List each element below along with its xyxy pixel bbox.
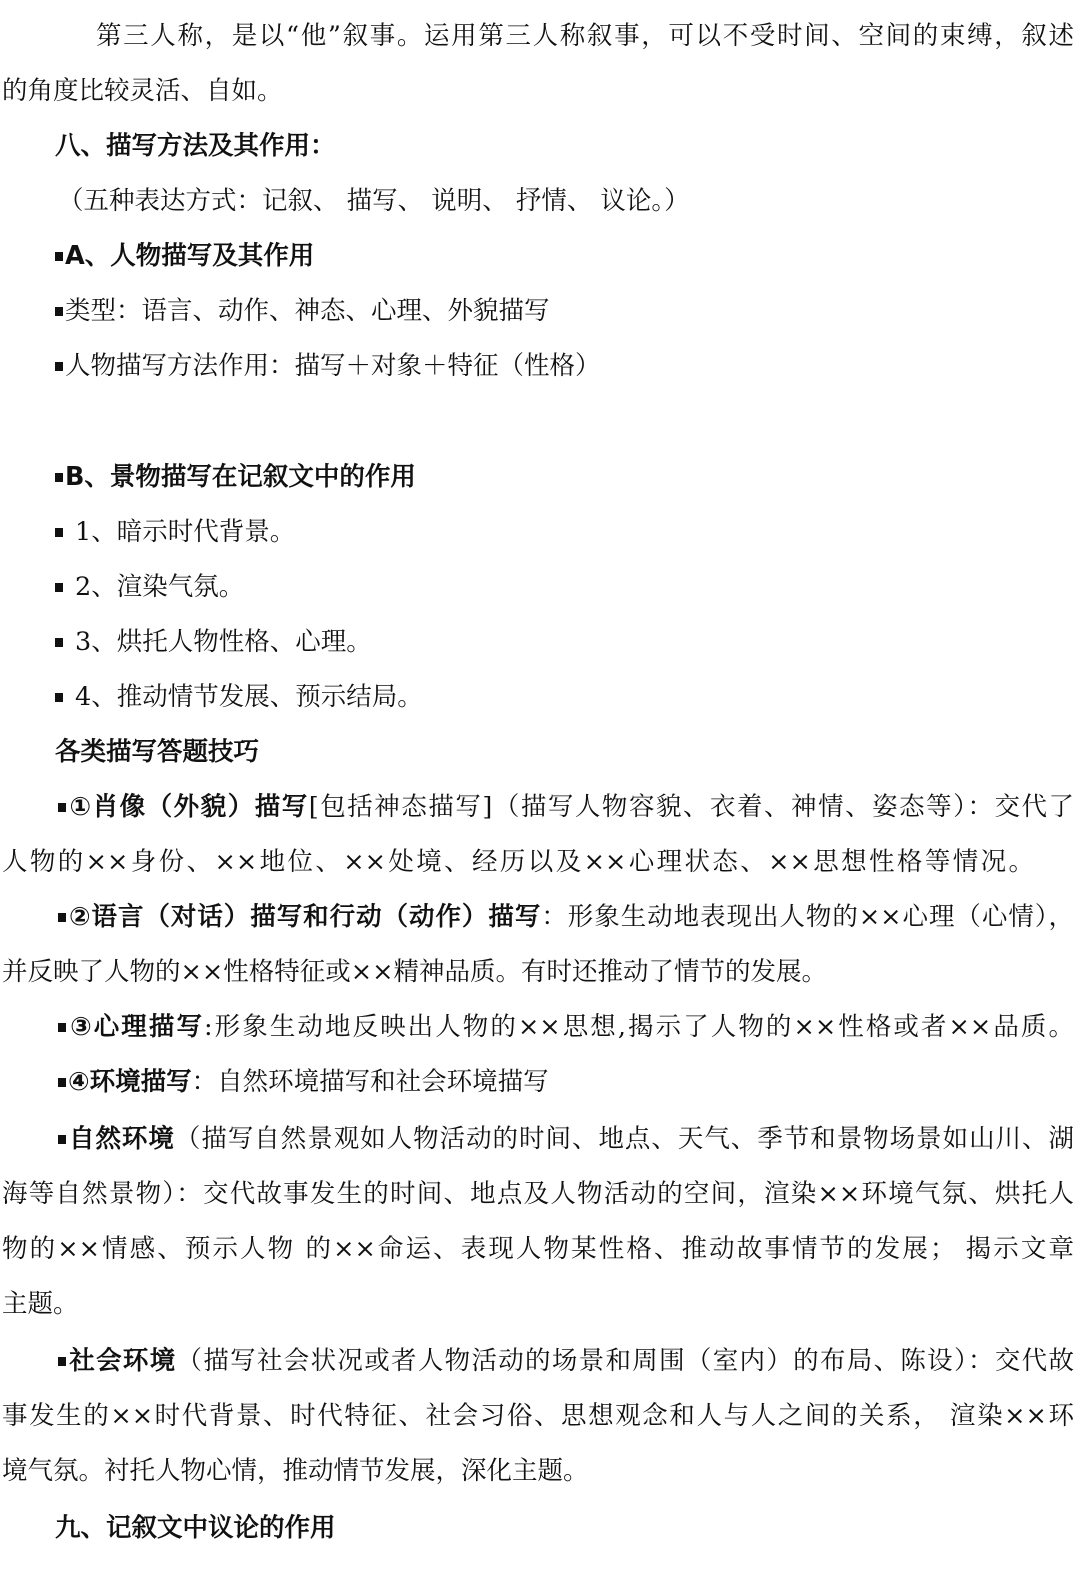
character-description-method-text: 人物描写方法作用：描写＋对象＋特征（性格） [65, 351, 601, 381]
character-description-types [0, 283, 1080, 339]
mental-description-line [0, 999, 1074, 1055]
bullet-icon [55, 473, 63, 482]
scenery-function-text: 2、渲染气氛。 [75, 572, 245, 602]
bullet-icon [58, 913, 66, 922]
bullet-icon [58, 1357, 66, 1366]
character-description-method [0, 338, 1080, 394]
bullet-icon [55, 638, 63, 647]
intro-line-2: 的角度比较灵活、自如。 [2, 76, 283, 106]
natural-environment-line-4: 主题。 [2, 1289, 79, 1319]
bullet-icon [55, 693, 63, 702]
portrait-description-line-2: 人物的××身份、××地位、××处境、经历以及××心理状态、××思想性格等情况。 [2, 847, 1034, 877]
mental-description-text: :形象生动地反映出人物的××思想,揭示了人物的××性格或者××品质。 [204, 1012, 1074, 1042]
speech-action-description-line-2: 并反映了人物的××性格特征或××精神品质。有时还推动了情节的发展。 [2, 957, 827, 987]
bullet-icon [58, 803, 66, 812]
environment-description-line [0, 1054, 1080, 1110]
scenery-function-item [0, 669, 1080, 725]
natural-environment-text: （描写自然景观如人物活动的时间、地点、天气、季节和景物场景如山川、湖 [174, 1124, 1074, 1154]
speech-action-description-line-1 [0, 889, 1074, 945]
bullet-icon [55, 307, 63, 316]
portrait-description-text: [包括神态描写]（描写人物容貌、衣着、神情、姿态等）：交代了 [308, 792, 1074, 822]
intro-line-1: 第三人称，是以“他”叙事。运用第三人称叙事，可以不受时间、空间的束缚，叙述 [96, 21, 1074, 51]
scenery-function-text: 1、暗示时代背景。 [75, 517, 296, 547]
natural-environment-label: 自然环境 [68, 1124, 175, 1154]
speech-action-description-text: ：形象生动地表现出人物的××心理（心情）， [541, 902, 1074, 932]
bullet-icon [58, 1078, 66, 1087]
environment-description-text: ：自然环境描写和社会环境描写 [191, 1067, 549, 1097]
scenery-function-text: 4、推动情节发展、预示结局。 [75, 682, 423, 712]
environment-description-label: ④环境描写 [68, 1067, 192, 1097]
description-skills-heading: 各类描写答题技巧 [55, 737, 260, 767]
social-environment-line-2: 事发生的××时代背景、时代特征、社会习俗、思想观念和人与人之间的关系， 渲染××环 [2, 1401, 1074, 1431]
social-environment-line-1 [0, 1333, 1074, 1389]
social-environment-line-3: 境气氛。衬托人物心情，推动情节发展，深化主题。 [2, 1456, 589, 1486]
natural-environment-line-3: 物的××情感、预示人物 的××命运、表现人物某性格、推动故事情节的发展； 揭示文章 [2, 1234, 1074, 1264]
scenery-description-heading [0, 449, 1080, 505]
scenery-description-heading-text: B、景物描写在记叙文中的作用 [65, 462, 416, 492]
natural-environment-line-1 [0, 1111, 1074, 1167]
bullet-icon [55, 583, 63, 592]
scenery-function-item [0, 614, 1080, 670]
scenery-function-item [0, 559, 1080, 615]
speech-action-description-label: ②语言（对话）描写和行动（动作）描写 [68, 902, 542, 932]
bullet-icon [58, 1023, 66, 1032]
character-description-types-text: 类型：语言、动作、神态、心理、外貌描写 [65, 296, 550, 326]
social-environment-label: 社会环境 [68, 1346, 177, 1376]
bullet-icon [55, 362, 63, 371]
social-environment-text: （描写社会状况或者人物活动的场景和周围（室内）的布局、陈设）：交代故 [176, 1346, 1074, 1376]
bullet-icon [58, 1135, 66, 1144]
mental-description-label: ③心理描写 [68, 1012, 205, 1042]
character-description-heading [0, 228, 1080, 284]
scenery-function-text: 3、烘托人物性格、心理。 [75, 627, 372, 657]
bullet-icon [55, 252, 63, 261]
section-8-heading: 八、描写方法及其作用： [55, 131, 336, 161]
character-description-heading-text: A、人物描写及其作用 [65, 241, 315, 271]
bullet-icon [55, 528, 63, 537]
scenery-function-item [0, 504, 1080, 560]
portrait-description-label: ①肖像（外貌）描写 [68, 792, 309, 822]
natural-environment-line-2: 海等自然景物）：交代故事发生的时间、地点及人物活动的空间，渲染××环境气氛、烘托人 [2, 1179, 1074, 1209]
expression-methods-note: （五种表达方式：记叙、 描写、 说明、 抒情、 议论。） [58, 186, 690, 216]
portrait-description-line-1 [0, 779, 1074, 835]
section-9-heading: 九、记叙文中议论的作用 [55, 1513, 336, 1543]
